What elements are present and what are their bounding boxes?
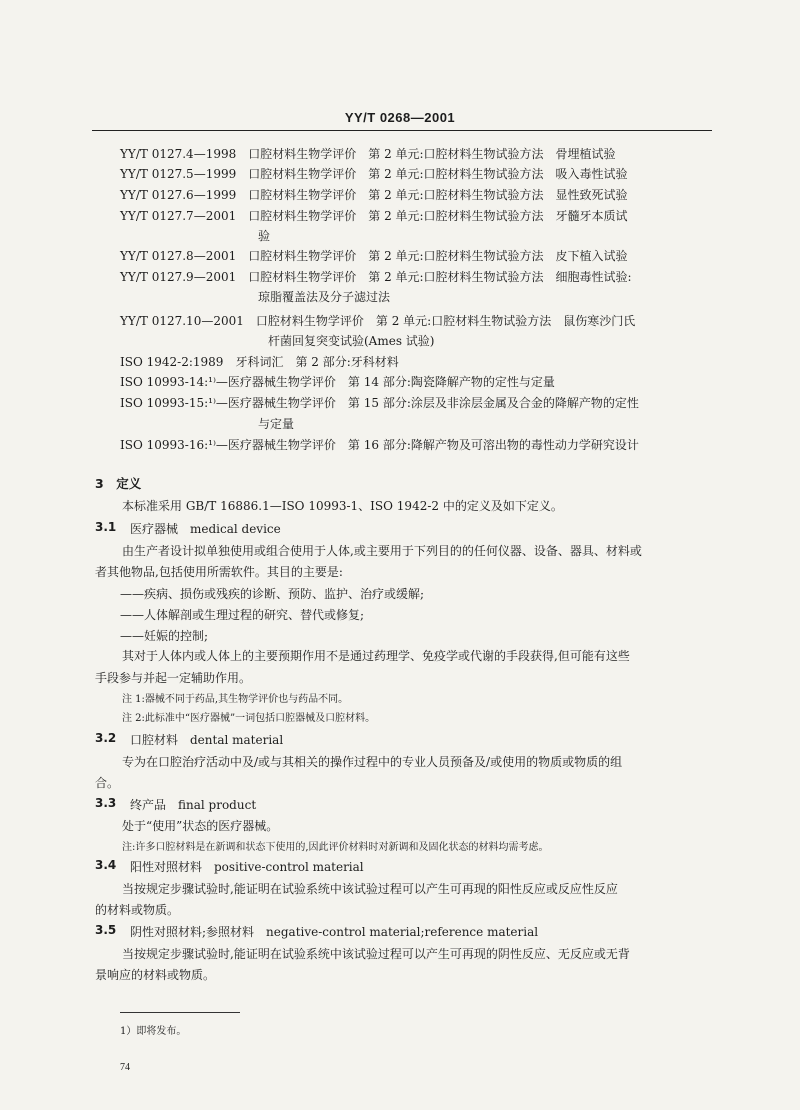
paragraph: 者其他物品,包括使用所需软件。其目的主要是: [95,565,343,579]
paragraph: 由生产者设计拟单独使用或组合使用于人体,或主要用于下列目的的任何仪器、设备、器具、材料或 [122,544,642,558]
paragraph: 景响应的材料或物质。 [95,968,216,982]
reference-continuation: 杆菌回复突变试验(Ames 试验) [268,334,435,348]
footnote: 1）即将发布。 [120,1026,187,1037]
paragraph: 手段参与并起一定辅助作用。 [95,671,252,685]
paragraph: 的材料或物质。 [95,903,180,917]
reference-item: YY/T 0127.5—1999 口腔材料生物学评价 第 2 单元:口腔材料生物试验方法 吸入毒性试验 [120,167,628,181]
reference-item: ISO 10993-15:¹⁾—医疗器械生物学评价 第 15 部分:涂层及非涂层金属及合金的降解产物的定性 [120,396,639,410]
reference-continuation: 与定量 [258,417,295,431]
list-item: ——疾病、损伤或残疾的诊断、预防、监护、治疗或缓解; [120,587,425,601]
clause-title: 口腔材料 dental material [130,733,284,747]
clause-title: 阴性对照材料;参照材料 negative-control material;reference material [130,925,539,939]
clause-number: 3.2 [95,731,117,745]
reference-item: YY/T 0127.9—2001 口腔材料生物学评价 第 2 单元:口腔材料生物试验方法 细胞毒性试验: [120,270,632,284]
clause-number: 3.5 [95,923,117,937]
paragraph: 其对于人体内或人体上的主要预期作用不是通过药理学、免疫学或代谢的手段获得,但可能有这些 [122,649,630,663]
clause-number: 3.4 [95,858,117,872]
reference-item: YY/T 0127.6—1999 口腔材料生物学评价 第 2 单元:口腔材料生物试验方法 显性致死试验 [120,188,628,202]
reference-continuation: 验 [258,229,271,243]
section-heading: 3 定义 [95,476,142,491]
page-number: 74 [120,1062,130,1073]
clause-title: 阳性对照材料 positive-control material [130,860,364,874]
reference-item: YY/T 0127.4—1998 口腔材料生物学评价 第 2 单元:口腔材料生物试验方法 骨埋植试验 [120,147,616,161]
reference-item: ISO 10993-14:¹⁾—医疗器械生物学评价 第 14 部分:陶瓷降解产物的定性与定量 [120,375,555,389]
reference-item: YY/T 0127.7—2001 口腔材料生物学评价 第 2 单元:口腔材料生物试验方法 牙髓牙本质试 [120,209,628,223]
paragraph: 当按规定步骤试验时,能证明在试验系统中该试验过程可以产生可再现的阳性反应或反应性反应 [122,882,618,896]
standard-code-header: YY/T 0268—2001 [344,110,456,125]
reference-item: YY/T 0127.10—2001 口腔材料生物学评价 第 2 单元:口腔材料生物试验方法 鼠伤寒沙门氏 [120,314,636,328]
clause-title: 医疗器械 medical device [130,522,281,536]
paragraph: 处于“使用”状态的医疗器械。 [122,819,279,833]
note: 注 2:此标准中“医疗器械”一词包括口腔器械及口腔材料。 [122,713,376,724]
paragraph: 合。 [95,776,120,790]
reference-item: ISO 1942-2:1989 牙科词汇 第 2 部分:牙科材料 [120,355,399,369]
note: 注 1:器械不同于药品,其生物学评价也与药品不同。 [122,694,349,705]
note: 注:许多口腔材料是在新调和状态下使用的,因此评价材料时对新调和及固化状态的材料均需考虑。 [122,842,549,853]
clause-number: 3.3 [95,796,117,810]
list-item: ——妊娠的控制; [120,629,209,643]
clause-number: 3.1 [95,520,117,534]
paragraph: 专为在口腔治疗活动中及/或与其相关的操作过程中的专业人员预备及/或使用的物质或物质的组 [122,755,623,769]
header-rule [92,130,712,131]
list-item: ——人体解剖或生理过程的研究、替代或修复; [120,608,365,622]
clause-title: 终产品 final product [130,798,257,812]
reference-item: YY/T 0127.8—2001 口腔材料生物学评价 第 2 单元:口腔材料生物试验方法 皮下植入试验 [120,249,628,263]
reference-item: ISO 10993-16:¹⁾—医疗器械生物学评价 第 16 部分:降解产物及可溶出物的毒性动力学研究设计 [120,438,639,452]
footnote-rule [120,1012,240,1013]
section-intro: 本标准采用 GB/T 16886.1—ISO 10993-1、ISO 1942-2 中的定义及如下定义。 [122,499,563,513]
reference-continuation: 琼脂覆盖法及分子滤过法 [258,290,391,304]
paragraph: 当按规定步骤试验时,能证明在试验系统中该试验过程可以产生可再现的阴性反应、无反应或无背 [122,947,630,961]
